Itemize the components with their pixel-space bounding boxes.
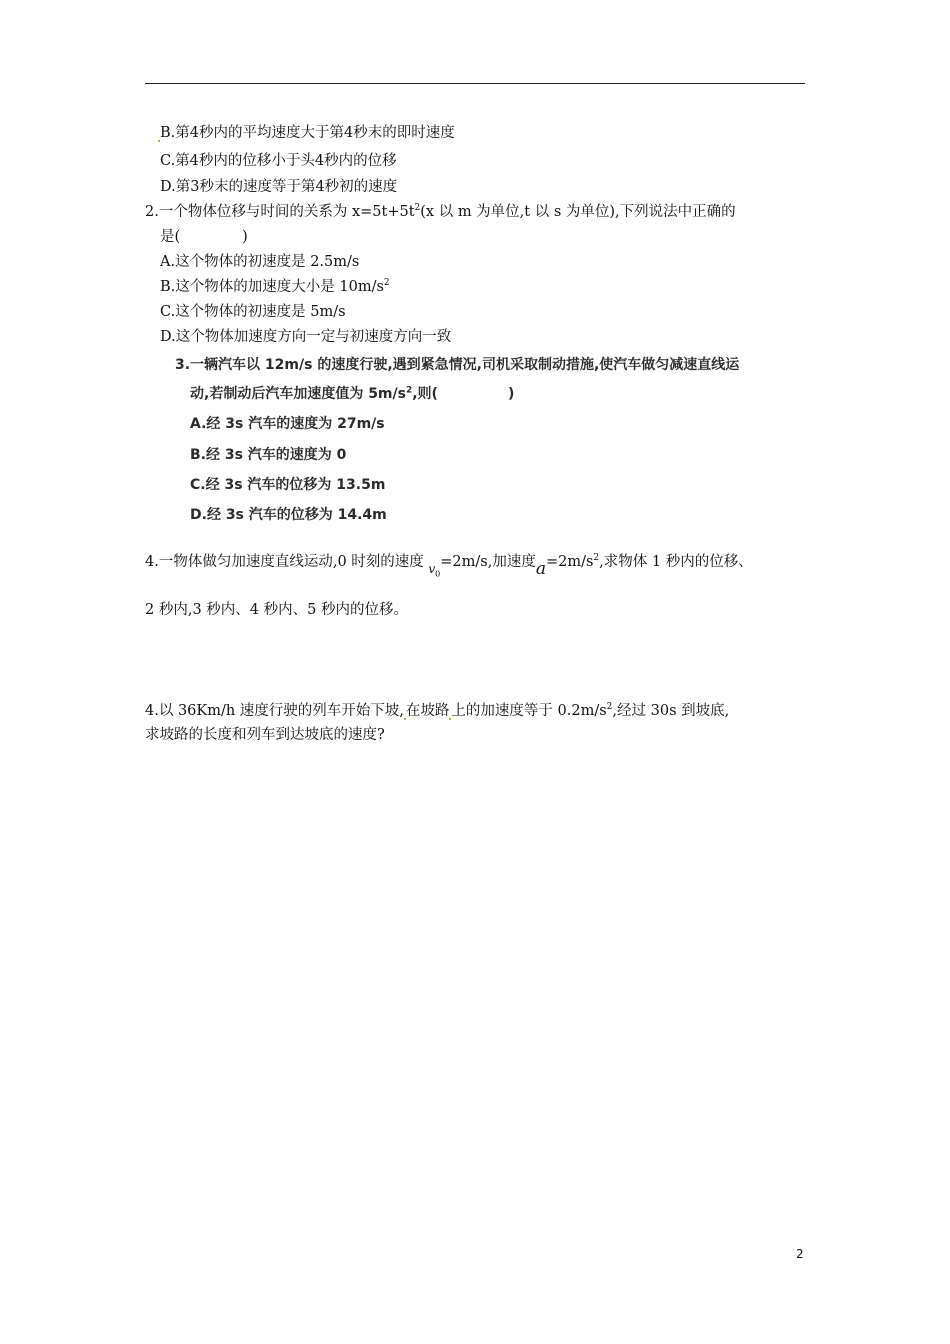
a-symbol: a [535, 559, 546, 579]
q2-stem-line1: 2.一个物体位移与时间的关系为 $x=5t+5t^2(x$ 以 m 为单位,t 以 s 为单位),下列说法中正确的 [145, 203, 736, 220]
q4-stem-line2: 2 秒内,3 秒内、4 秒内、5 秒内的位移。 [145, 602, 408, 618]
q3-option-d: D.经 3s 汽车的位移为 14.4m [190, 507, 387, 523]
page-number: 2 [796, 1247, 804, 1261]
q3-option-b: B.经 3s 汽车的速度为 0 [190, 447, 347, 463]
q4-stem-line1: 4.一物体做匀加速度直线运动,0 时刻的速度 $_{v_0}$=2m/s,加速度$a=2m/s^2$,求物体 1 秒内的位移、 [145, 553, 753, 579]
q1-option-d: D.第3秒末的速度等于第4秒初的速度 [160, 179, 398, 195]
v0-symbol: v0 [428, 562, 441, 579]
q3-option-a: A.经 3s 汽车的速度为 27m/s [190, 416, 385, 432]
q2-option-a: A.这个物体的初速度是 2.5m/s [160, 254, 360, 270]
q2-option-b: B.这个物体的加速度大小是 $10m/s^2$ [160, 278, 390, 295]
q5-stem-line2: 求坡路的长度和列车到达坡底的速度? [145, 727, 385, 743]
q2-option-d: D.这个物体加速度方向一定与初速度方向一致 [160, 329, 452, 345]
q3-option-c: C.经 3s 汽车的位移为 13.5m [190, 477, 386, 493]
q1-option-b: B.第4秒内的平均速度大于第4秒末的即时速度 [160, 125, 455, 141]
q5-stem-line1: 4.以 36Km/h 速度行驶的列车开始下坡, 在坡路 上的加速度等于 $0.2m/s^2$,经过 30s 到坡底, [145, 702, 730, 719]
q3-stem-line2: 动,若制动后汽车加速度值为 $5m/s^2$,则( ) [190, 385, 515, 402]
q1-option-c: C.第4秒内的位移小于头4秒内的位移 [160, 153, 397, 169]
header-rule [145, 83, 805, 84]
q2-stem-line2: 是( ) [160, 229, 248, 245]
q3-stem-line1: 3.一辆汽车以 12m/s 的速度行驶,遇到紧急情况,司机采取制动措施,使汽车做匀减速直线运 [175, 357, 740, 373]
q2-option-c: C.这个物体的初速度是 5m/s [160, 304, 346, 320]
